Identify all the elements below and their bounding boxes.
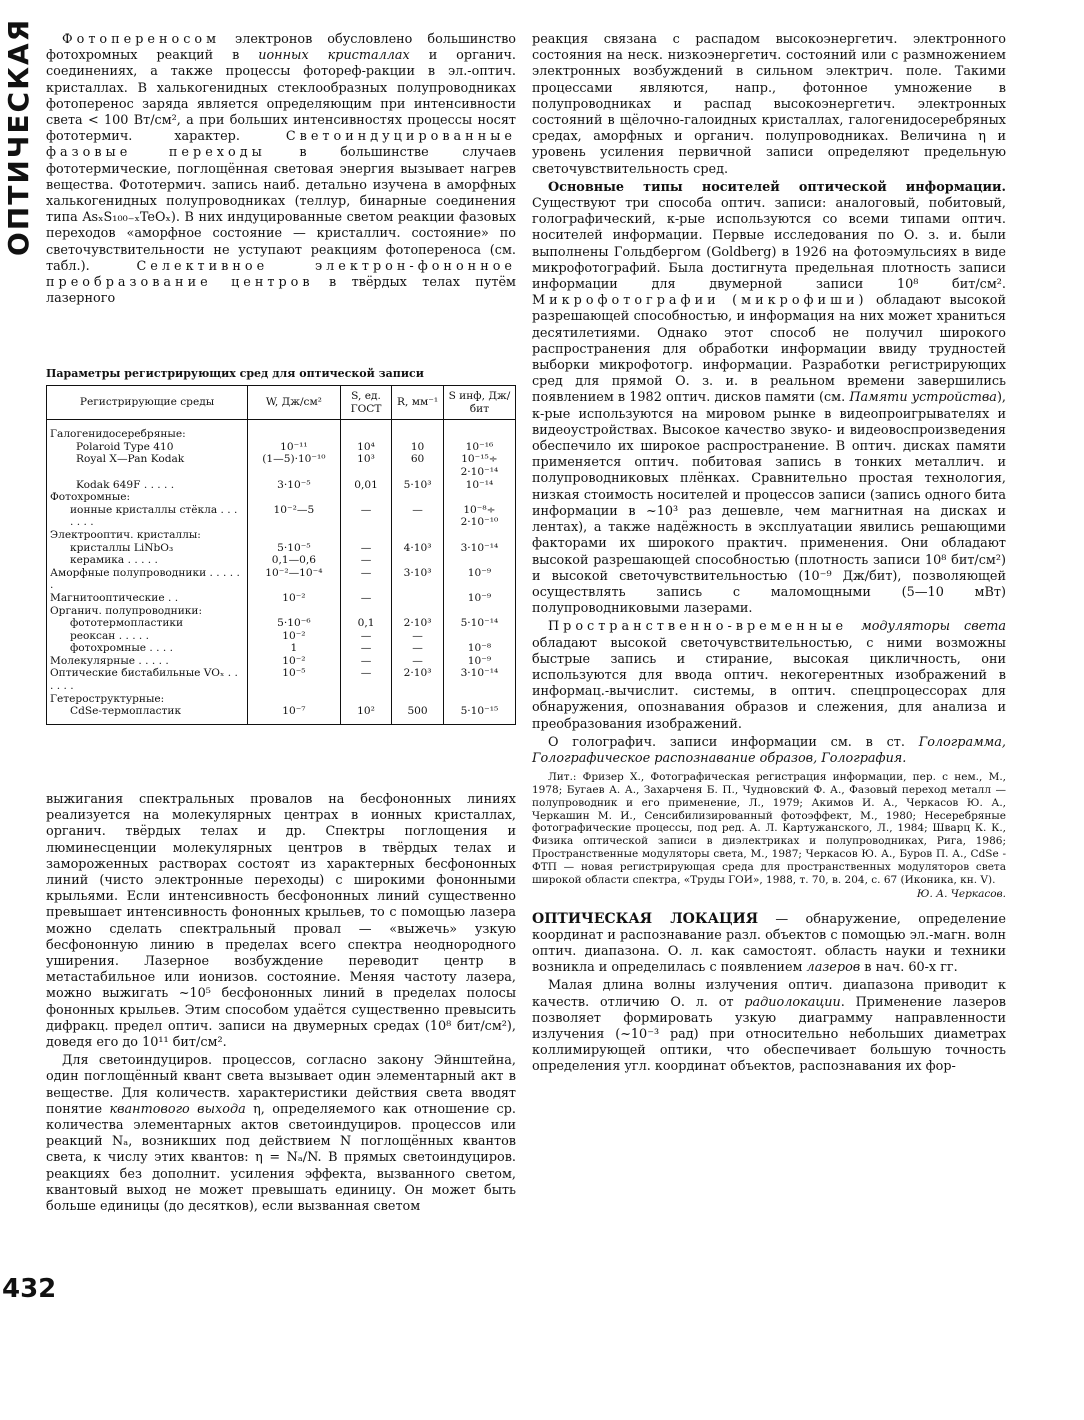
table-row [47, 441, 516, 454]
spaced-term: Микрофотографии (микрофиши) [532, 293, 868, 309]
table-cell-medium [47, 441, 248, 454]
text: О голографич. записи информации см. в ст. [548, 734, 919, 750]
table-cell: 10 [392, 441, 444, 454]
medium-label: Электрооптич. кристаллы: [50, 528, 201, 541]
paragraph [532, 180, 1006, 617]
table-header: Регистрирующие среды [47, 386, 248, 420]
table-cell [392, 605, 444, 618]
medium-label: фотохромные . . . . [70, 642, 173, 655]
table-cell-medium [47, 453, 248, 478]
table-row [47, 567, 516, 592]
table-row [47, 693, 516, 706]
table-cell: — [340, 655, 392, 668]
table-cell-medium [47, 705, 248, 724]
text: в нач. 60-х гг. [860, 960, 958, 976]
table-cell [392, 554, 444, 567]
term-link: лазеров [806, 960, 861, 976]
table-cell: (1—5)·10⁻¹⁰ [248, 453, 341, 478]
medium-label: Гетероструктурные: [50, 692, 165, 705]
medium-label: Polaroid Type 410 [76, 440, 174, 453]
table-cell: 10⁻⁷ [248, 705, 341, 724]
table-cell: 10⁻⁹ [443, 567, 515, 592]
text: обладают высокой разрешающей способностью, и информация на них может храниться десятилетиями. Однако этот способ не получил широкого распространения для обработки информации ввиду трудностей выборки микрофотогр. информации. Разработки регистрирующих сред для прямой О. з. и. в реальном времени завершились появлением в 1982 оптич. дисков памяти (см. [532, 293, 1006, 406]
table-cell: 3·10⁻⁵ [248, 479, 341, 492]
table-cell: 1 [248, 642, 341, 655]
medium-label: CdSe-термопластик [70, 705, 182, 718]
table-cell: 10⁻⁵ [248, 667, 341, 692]
text: ), к-рые используются на мировом рынке в видеопроигрывателях и видеоустройствах. Высокое качество звуко- и видеовоспроизведения обеспечило их широкое распространение. В оптич. дисках памяти применяется оптич. побитовая запись в тонких металлич. и полупроводниковых плёнках. Сравнительно простая технология, низкая стоимость носителей и процессов записи (запись одного бита информации в ~10³ раз дешевле, чем магнитная на дисках и лентах), а также надёжность в эксплуатации явились решающими факторами их широкого практич. применения. Они обладают высокой разрешающей способностью (плотность записи 10⁸ бит/см²) и высокой светочувствительностью (10⁻⁹ Дж/бит), позволяющей осуществлять запись с маломощными (5—10 мВт) полупроводниковыми лазерами. [532, 390, 1006, 617]
table-cell [443, 693, 515, 706]
term-link: модуляторы света [847, 619, 1006, 635]
text: . Применение лазеров позволяет формировать узкую диаграмму направленности излучения (~10⁻³ рад) при относительно небольших диаметрах коллимирующей оптики, что обеспечивает большую точность определения угл. координат объектов, распознавания их фор- [532, 994, 1006, 1075]
term-link: ионных кристаллах [258, 48, 410, 64]
table-cell [340, 605, 392, 618]
table-row [47, 630, 516, 643]
table-cell: 60 [392, 453, 444, 478]
table-row [47, 655, 516, 668]
table-cell: — [340, 554, 392, 567]
table-cell: 10⁻² [248, 655, 341, 668]
table-cell [248, 605, 341, 618]
medium-label: ионные кристаллы стёкла . . . . . . . [70, 503, 238, 529]
table-row [47, 420, 516, 441]
table-caption: Параметры регистрирующих сред для оптической записи [46, 367, 424, 380]
table-cell: 5·10⁻¹⁵ [443, 705, 515, 724]
text: Существуют три способа оптич. записи: аналоговый, побитовый, голографический, к-рые используются со всеми типами оптич. носителей информации. Первые исследования по О. з. и. были выполнены Гольдбергом (Goldberg) в 1926 на фотоэмульсиях в виде микрофотографий. Была достигнута предельная плотность записи информации для двумерной записи 10⁸ бит/см². [532, 196, 1006, 293]
table-cell: 10⁴ [340, 441, 392, 454]
table-cell: 0,1—0,6 [248, 554, 341, 567]
table-cell: — [340, 630, 392, 643]
paragraph: реакция связана с распадом высокоэнергетич. электронного состояния на неск. низкоэнергетич. состояний или с размножением электронных возбуждений в сильном электрич. поле. Такими процессами являются, напр., фотонное умножение в полупроводниках и распад высокоэнергетич. электронных состояний в щёлочно-галоидных кристаллах, галогенидосеребряных средах, аморфных и органич. полупроводниках. Величина η и уровень усиления первичной записи определяют предельную светочувствительность сред. [532, 32, 1006, 177]
table-cell: 5·10⁻⁵ [248, 542, 341, 555]
table-cell-medium [47, 567, 248, 592]
table-cell-medium [47, 420, 248, 441]
table-cell-medium [47, 592, 248, 605]
table-cell: — [340, 642, 392, 655]
table-header: S инф, Дж/бит [443, 386, 515, 420]
table-row [47, 705, 516, 724]
author-signature: Ю. А. Черкасов. [916, 888, 1006, 901]
table-cell: 10⁻¹⁵÷ 2·10⁻¹⁴ [443, 453, 515, 478]
table-header: R, мм⁻¹ [392, 386, 444, 420]
table-cell [248, 693, 341, 706]
table-cell: 3·10³ [392, 567, 444, 592]
table-header-row [47, 386, 516, 420]
table-cell: 5·10³ [392, 479, 444, 492]
text: Для светоиндуциров. процессов, согласно закону Эйнштейна, один поглощённый квант света вызывает один элементарный акт в веществе. Для количеств. характеристики действия света вводят понятие [46, 1053, 516, 1117]
table-cell: 10⁻² [248, 592, 341, 605]
table-cell: 10² [340, 705, 392, 724]
table-cell: 10⁻²—5 [248, 504, 341, 529]
table-row [47, 504, 516, 529]
table-cell [443, 630, 515, 643]
table-cell-medium [47, 655, 248, 668]
table-cell-medium [47, 554, 248, 567]
text: электронов обусловлено большинство фотохромных реакций в [46, 32, 516, 64]
table-cell: 3·10⁻¹⁴ [443, 542, 515, 555]
text: и органич. соединениях, а также процессы фотореф-ракции в эл.-оптич. кристаллах. В халькогенидных стеклообразных полупроводниках фотоперенос заряда является определяющим при интенсивности света < 100 Вт/см², а при больших интенсивностях процессы носят фототермич. характер. [46, 48, 516, 145]
table-row [47, 542, 516, 555]
table-cell: 10⁻¹⁴ [443, 479, 515, 492]
table-row [47, 529, 516, 542]
table-cell-medium [47, 542, 248, 555]
table-cell-medium [47, 491, 248, 504]
right-column [532, 32, 1006, 1076]
medium-label: Аморфные полупроводники . . . . . . [50, 566, 240, 592]
spaced-term: Селективное электрон-фононное преобразование центров [46, 258, 516, 291]
table-cell: 500 [392, 705, 444, 724]
entry-paragraph [532, 911, 1006, 977]
table-row [47, 617, 516, 630]
table-cell: — [340, 592, 392, 605]
table-cell [443, 491, 515, 504]
table-cell [392, 491, 444, 504]
table-cell: 10⁻² [248, 630, 341, 643]
table-cell [340, 491, 392, 504]
table-cell: 5·10⁻⁶ [248, 617, 341, 630]
spaced-term: Пространственно-временные [548, 619, 848, 635]
left-column-bottom [46, 792, 516, 1215]
spaced-term: Светоиндуцированные фазовые переходы [46, 129, 516, 161]
table-cell [392, 529, 444, 542]
table-cell: 3·10⁻¹⁴ [443, 667, 515, 692]
table-cell [340, 529, 392, 542]
table-cell [392, 592, 444, 605]
bibliography: Лит.: Фризер Х., Фотографическая регистрация информации, пер. с нем., М., 1978; Бугаев А. А., Захарченя Б. П., Чудновский Ф. А., Фазовый переход металл — полупроводник и его применение, Л., 1979; Акимов И. А., Черкасов Ю. А., Черкашин М. И., Сенсибилизированный фотоэффект, М., 1980; Несеребряные фотографические процессы, под ред. А. Л. Картужанского, Л., 1984; Шварц К. К., Физика оптической записи в диэлектриках и полупроводниках, Рига, 1986; Пространственные модуляторы света, М., 1987; Черкасов Ю. А., Буров П. А., CdSe - ФТП — новая регистрирующая среда для пространственных модуляторов света широкой области спектра, «Труды ГОИ», 1988, т. 70, в. 204, с. 67 (Иконика, кн. V). [532, 771, 1006, 886]
table-cell: — [340, 667, 392, 692]
table-cell-medium [47, 605, 248, 618]
table-cell: 10⁻⁸÷ 2·10⁻¹⁰ [443, 504, 515, 529]
table-row [47, 479, 516, 492]
table-cell-medium [47, 693, 248, 706]
text: обладают высокой светочувствительностью, с ними возможны быстрые запись и стирание, высокая цикличность, они используются для ввода оптич. некогерентных изображений в информац.-вычислит. системы, в оптич. спецпроцессорах для обнаружения, опознавания образов и слежения, для анализа и преобразования изображений. [532, 635, 1006, 732]
table-cell-medium [47, 667, 248, 692]
table-cell [248, 529, 341, 542]
table-cell-medium [47, 479, 248, 492]
paragraph [46, 1053, 516, 1215]
table-row [47, 642, 516, 655]
table-cell [392, 693, 444, 706]
medium-label: Галогенидосеребряные: [50, 428, 186, 441]
medium-label: Молекулярные . . . . . [50, 654, 169, 667]
text: — обнаружение, определение координат и распознавание разл. объектов с помощью эл.-магн. волн оптич. диапазона. О. л. как самостоят. область науки и техники возникла и определилась с появлением [532, 911, 1006, 976]
paragraph [532, 735, 1006, 767]
table-cell-medium [47, 529, 248, 542]
table-cell [340, 693, 392, 706]
paragraph [46, 32, 516, 307]
table-cell-medium [47, 504, 248, 529]
running-title: ОПТИЧЕСКАЯ [2, 17, 35, 256]
table-cell: 10⁻⁹ [443, 592, 515, 605]
spaced-term: Фотопереносом [62, 32, 221, 47]
medium-label: реоксан . . . . . [70, 629, 150, 642]
table-cell: — [392, 504, 444, 529]
table-cell: 2·10³ [392, 617, 444, 630]
term-link: Голограмма, Голографическое распознавание образов, Голография. [532, 734, 1006, 766]
table-cell: 10⁻²—10⁻⁴ [248, 567, 341, 592]
table-cell: 10⁻¹⁶ [443, 441, 515, 454]
table-cell: 5·10⁻¹⁴ [443, 617, 515, 630]
table-cell: 0,1 [340, 617, 392, 630]
table-cell: — [340, 504, 392, 529]
term-link: радиолокации [744, 994, 841, 1010]
table-cell [443, 529, 515, 542]
paragraph [532, 619, 1006, 732]
medium-label: кристаллы LiNbO₃ [70, 541, 174, 554]
table-row [47, 605, 516, 618]
table-cell-medium [47, 630, 248, 643]
table-cell [248, 420, 341, 441]
table-cell: — [392, 630, 444, 643]
medium-label: Органич. полупроводники: [50, 604, 203, 617]
table-cell: 10⁻⁹ [443, 655, 515, 668]
medium-label: Магнитооптические . . [50, 591, 179, 604]
medium-label: Оптические бистабильные VOₓ . . . . . . [50, 667, 238, 693]
parameters-table [46, 385, 516, 725]
medium-label: Royal X—Pan Kodak [76, 453, 185, 466]
medium-label: фототермопластики [70, 617, 184, 630]
text: в большинстве случаев фототермические, поглощённая световая энергия вызывает нагрев вещества. Фототермич. запись наиб. детально изучена в аморфных халькогенидных полупроводниках (теллур, бинарные соединения типа AsₓS₁₀₀₋ₓTeOₓ). В них индуцированные светом реакции фазовых переходов «аморфное состояние — кристаллич. состояние» по светочувствительности не уступают реакциям фотопереноса (см. табл.). [46, 145, 516, 274]
table-cell [392, 420, 444, 441]
text: в твёрдых телах путём лазерного [46, 275, 516, 307]
term-link: квантового выхода [109, 1101, 246, 1117]
table-header: W, Дж/см² [248, 386, 341, 420]
paragraph [532, 978, 1006, 1075]
paragraph: выжигания спектральных провалов на бесфононных линиях реализуется на молекулярных центрах в ионных кристаллах, органич. твёрдых телах и др. Спектры поглощения и люминесценции молекулярных центров в твёрдых телах и замороженных растворах состоят из характерных бесфононных линий (чисто электронные переходы) с широкими фононными крыльями. Если интенсивность бесфононных линий существенно превышает интенсивность фононных крыльев, то с помощью лазера можно сделать спектральный провал — «выжечь» узкую бесфононную линию в пределах всего спектра неоднородного уширения. Лазерное возбуждение переводит центр в метастабильное или ионизов. состояние. Меняя частоту лазера, можно выжигать ~10⁵ бесфононных линий в пределах полосы фононных крыльев. Этим способом удаётся существенно превысить дифракц. предел оптич. записи на двумерных средах (10⁸ бит/см²), доведя его до 10¹¹ бит/см². [46, 792, 516, 1051]
table-cell [248, 491, 341, 504]
table-cell: 10³ [340, 453, 392, 478]
text: Малая длина волны излучения оптич. диапазона приводит к качеств. отличию О. л. от [532, 978, 1006, 1010]
table-cell-medium [47, 617, 248, 630]
medium-label: керамика . . . . . [70, 554, 158, 567]
table-row [47, 592, 516, 605]
table-cell [443, 420, 515, 441]
section-heading: Основные типы носителей оптической информации. [548, 179, 1006, 195]
table-cell [443, 554, 515, 567]
table-cell-medium [47, 642, 248, 655]
table-body [47, 420, 516, 725]
table-cell: — [392, 655, 444, 668]
table-row [47, 667, 516, 692]
table-row [47, 453, 516, 478]
table-cell: — [340, 567, 392, 592]
entry-title: ОПТИЧЕСКАЯ ЛОКАЦИЯ [532, 910, 759, 927]
page-number: 432 [2, 1274, 57, 1304]
table-cell: 10⁻⁸ [443, 642, 515, 655]
table-row [47, 491, 516, 504]
table-cell [340, 420, 392, 441]
table-header: S, ед. ГОСТ [340, 386, 392, 420]
table-cell: — [340, 542, 392, 555]
left-column-top [46, 32, 516, 307]
medium-label: Фотохромные: [50, 491, 131, 504]
table-cell: 10⁻¹¹ [248, 441, 341, 454]
table-cell: 0,01 [340, 479, 392, 492]
table-cell: — [392, 642, 444, 655]
text: η, определяемого как отношение ср. количества элементарных актов светоиндуциров. процессов или реакций Nₐ, возникших под действием N поглощённых квантов света, к числу этих квантов: η = Nₐ/N. В прямых светоиндуциров. реакциях без дополнит. усиления эффекта, вызванного светом, квантовый выход не может превышать единицу. Он может быть больше единицы (до десятков), если вызванная светом [46, 1101, 516, 1215]
table-row [47, 554, 516, 567]
table-cell: 4·10³ [392, 542, 444, 555]
term-link: Памяти устройства [849, 390, 997, 406]
table-cell: 2·10³ [392, 667, 444, 692]
table-cell [443, 605, 515, 618]
medium-label: Kodak 649F . . . . . [76, 478, 175, 491]
